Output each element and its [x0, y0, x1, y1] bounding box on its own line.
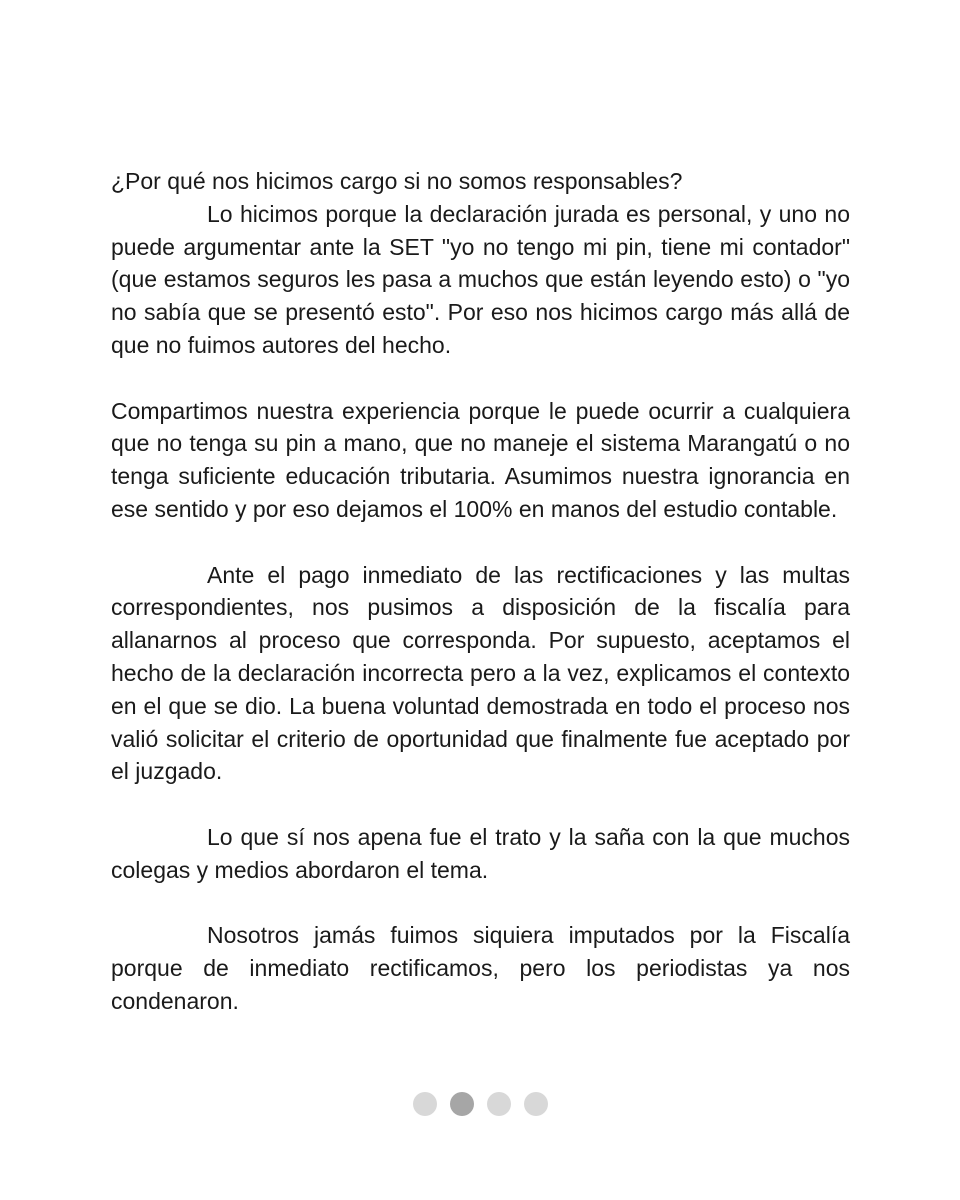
document-body [111, 165, 850, 1018]
paragraph-5: Nosotros jamás fuimos siquiera imputados por la Fiscalía porque de inmediato rectificamos, pero los periodistas ya nos condenaron. [111, 922, 850, 1014]
question-heading: ¿Por qué nos hicimos cargo si no somos responsables? [111, 168, 683, 194]
paragraph-4: Lo que sí nos apena fue el trato y la saña con la que muchos colegas y medios abordaron el tema. [111, 823, 850, 883]
paragraph-2: Compartimos nuestra experiencia porque le puede ocurrir a cualquiera que no tenga su pin a mano, que no maneje el sistema Marangatú o no tenga suficiente educación tributaria. Asumimos nuestra ignorancia en ese sentido y por eso dejamos el 100% en manos del estudio contable. [111, 397, 850, 522]
carousel-pagination [413, 1092, 548, 1116]
pagination-dot-3[interactable] [487, 1092, 511, 1116]
pagination-dot-2[interactable] [450, 1092, 474, 1116]
pagination-dot-4[interactable] [524, 1092, 548, 1116]
paragraph-3: Ante el pago inmediato de las rectificaciones y las multas correspondientes, nos pusimos a disposición de la fiscalía para allanarnos al proceso que corresponda. Por supuesto, aceptamos el hecho de la declaración incorrecta pero a la vez, explicamos el contexto en el que se dio. La buena voluntad demostrada en todo el proceso nos valió solicitar el criterio de oportunidad que finalmente fue aceptado por el juzgado. [111, 561, 850, 785]
pagination-dot-1[interactable] [413, 1092, 437, 1116]
paragraph-1: Lo hicimos porque la declaración jurada es personal, y uno no puede argumentar ante la SET "yo no tengo mi pin, tiene mi contador" (que estamos seguros les pasa a muchos que están leyendo esto) o "yo no sabía que se presentó esto". Por eso nos hicimos cargo más allá de que no fuimos autores del hecho. [111, 200, 850, 358]
